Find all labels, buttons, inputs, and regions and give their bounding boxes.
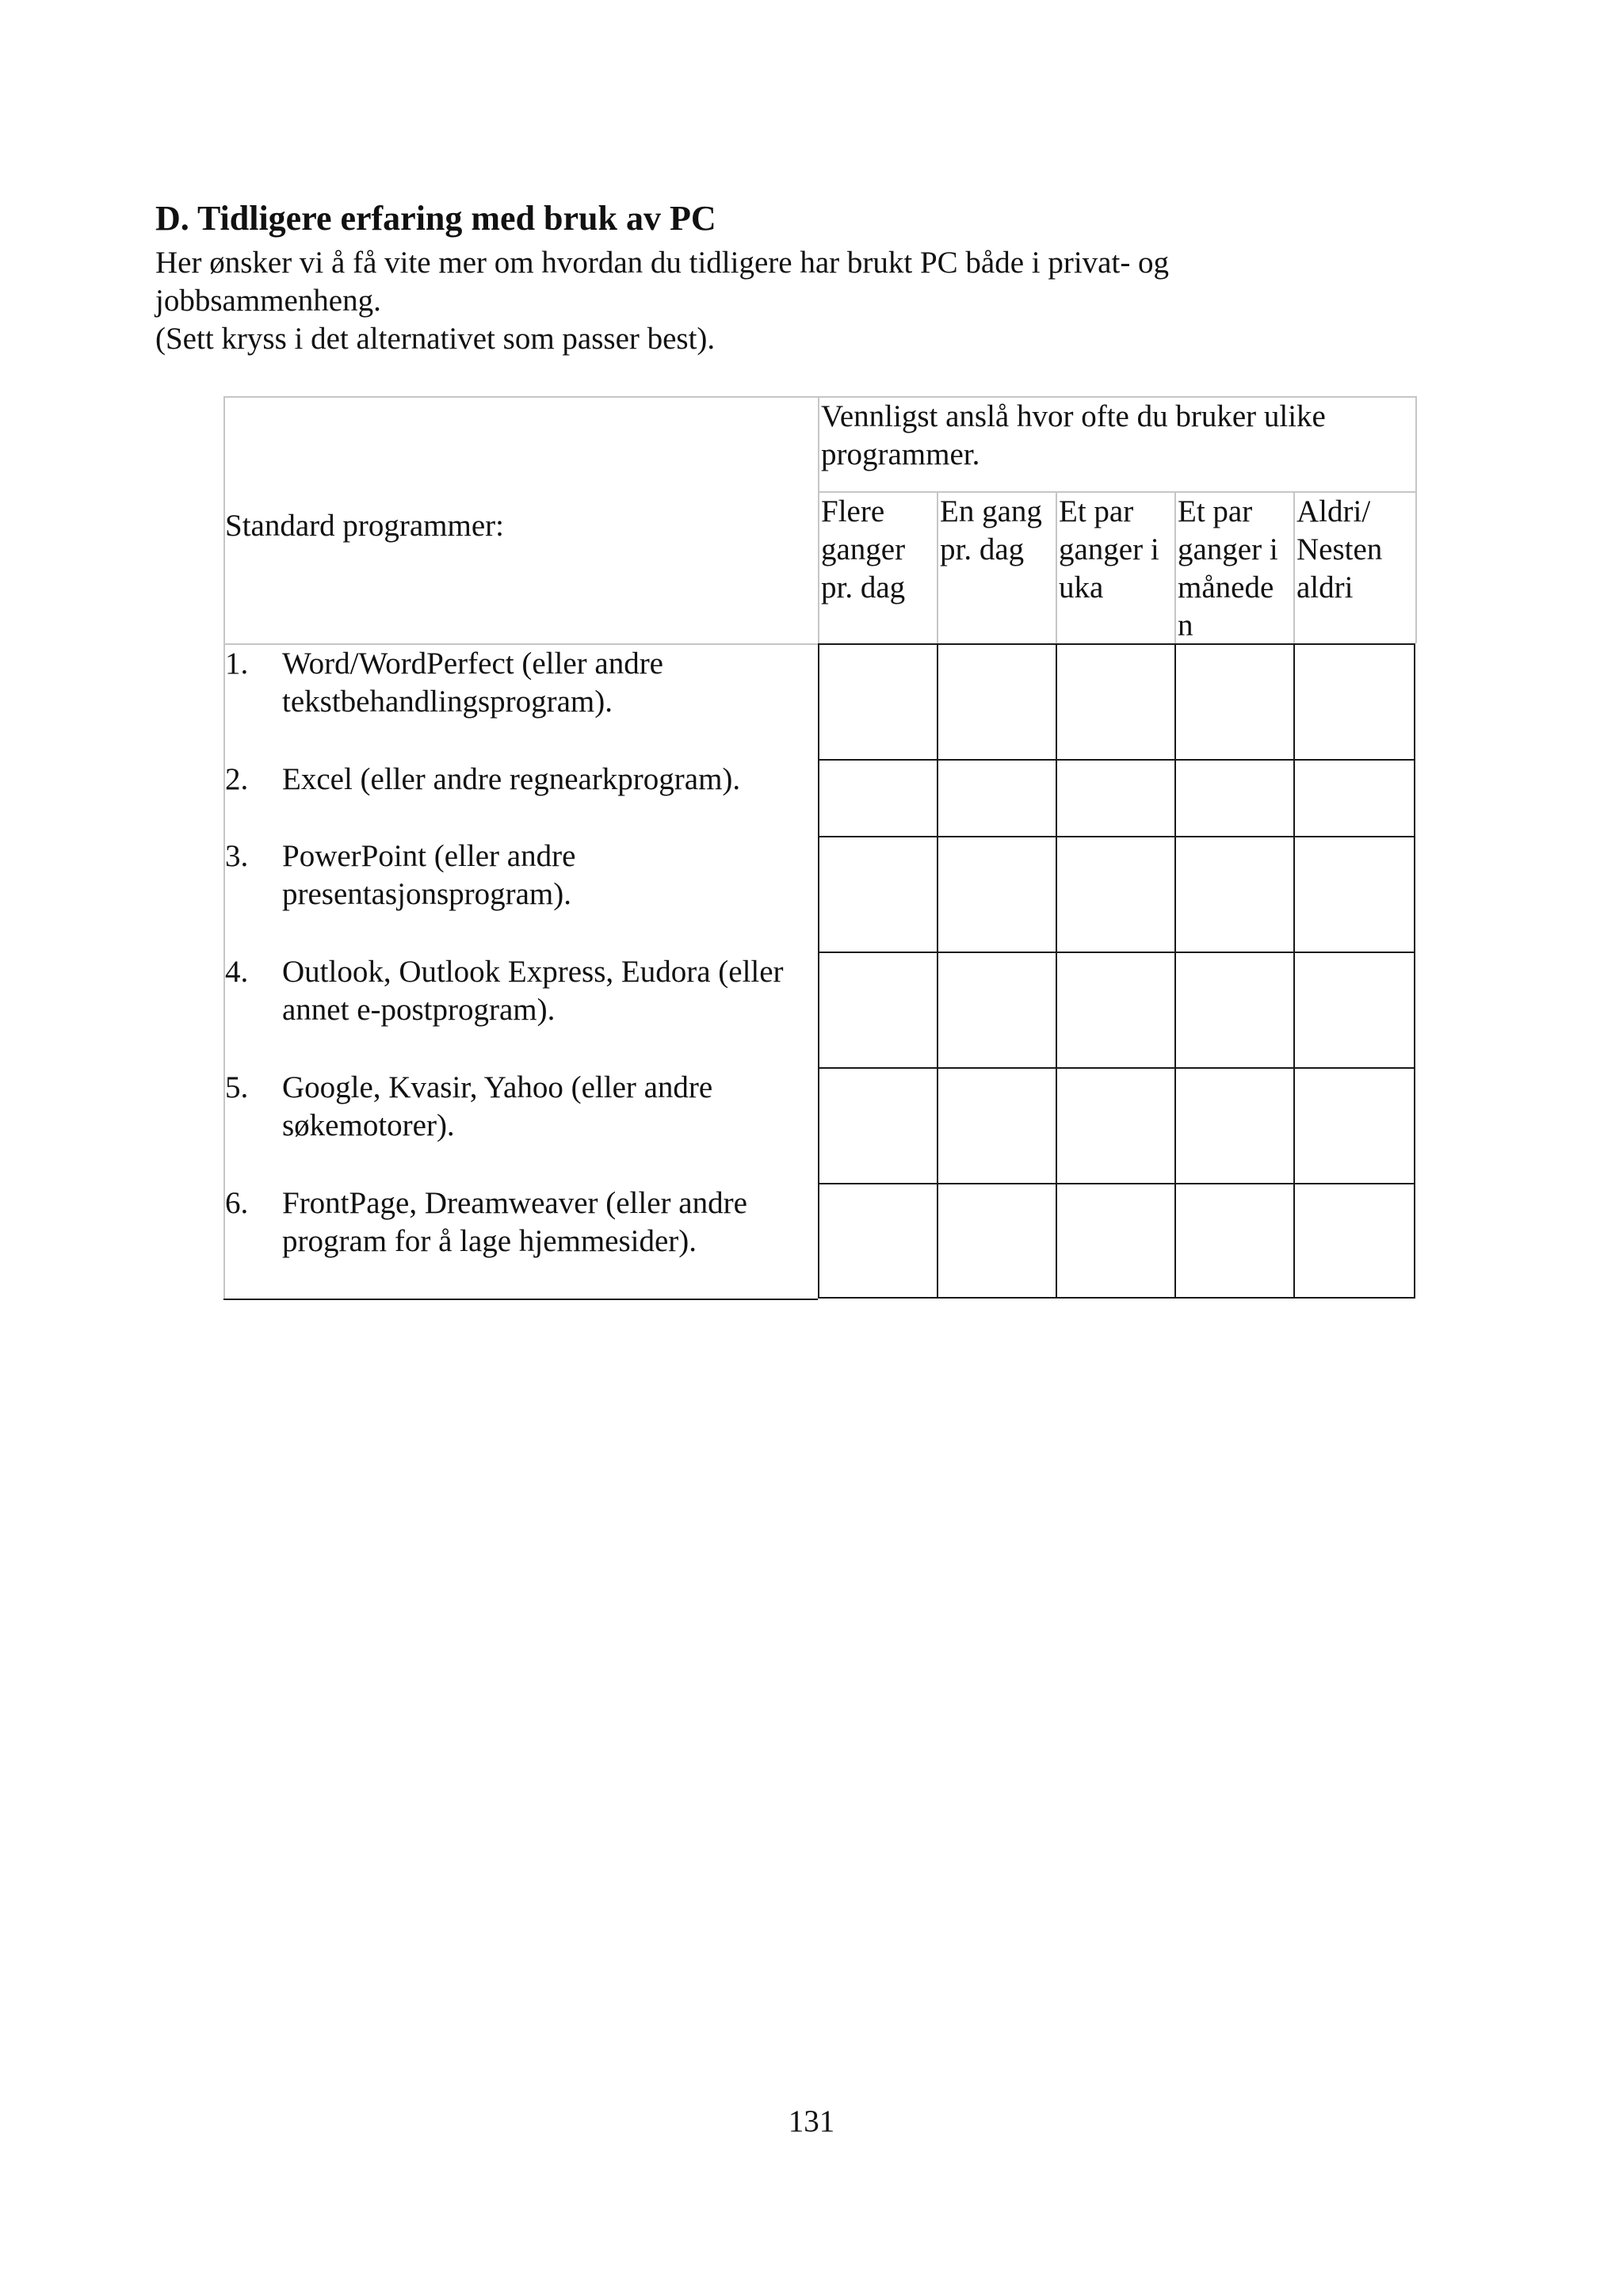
row-header-label: Standard programmer: xyxy=(225,509,504,543)
answer-cell[interactable] xyxy=(1293,1183,1415,1299)
answer-cell[interactable] xyxy=(818,836,937,952)
row-number: 2. xyxy=(225,762,249,796)
answer-cell[interactable] xyxy=(1174,952,1293,1067)
column-header-divider xyxy=(1174,491,1176,643)
answer-cell[interactable] xyxy=(937,836,1056,952)
program-label: program for å lage hjemmesider). xyxy=(282,1224,697,1258)
answer-cell[interactable] xyxy=(818,1183,937,1299)
column-header-label: Et par xyxy=(1059,494,1134,528)
column-header-label: månede xyxy=(1178,570,1274,605)
program-label: FrontPage, Dreamweaver (eller andre xyxy=(282,1186,747,1220)
program-label: presentasjonsprogram). xyxy=(282,877,571,911)
answer-cell[interactable] xyxy=(818,643,937,759)
answer-cell[interactable] xyxy=(1293,836,1415,952)
column-header-label: pr. dag xyxy=(940,532,1025,566)
answer-cell[interactable] xyxy=(1293,952,1415,1067)
answer-cell[interactable] xyxy=(1174,643,1293,759)
column-header-label: ganger i xyxy=(1059,532,1159,566)
answer-cell[interactable] xyxy=(1174,759,1293,836)
header-split-border xyxy=(818,396,819,643)
answer-cell[interactable] xyxy=(818,759,937,836)
answer-cell[interactable] xyxy=(937,952,1056,1067)
program-label: tekstbehandlingsprogram). xyxy=(282,685,613,719)
row-number: 1. xyxy=(225,646,249,681)
answer-cell[interactable] xyxy=(818,1067,937,1183)
instruction-text: (Sett kryss i det alternativet som passer best). xyxy=(155,322,716,356)
column-header-label: Aldri/ xyxy=(1296,494,1371,528)
program-label: søkemotorer). xyxy=(282,1108,455,1142)
answer-cell[interactable] xyxy=(1174,1183,1293,1299)
column-header-divider xyxy=(937,491,938,643)
program-label: Google, Kvasir, Yahoo (eller andre xyxy=(282,1070,713,1104)
program-label: annet e-postprogram). xyxy=(282,993,556,1027)
answer-cell[interactable] xyxy=(1056,1183,1174,1299)
row-number: 4. xyxy=(225,955,249,989)
row-number: 5. xyxy=(225,1070,249,1104)
intro-line-1: Her ønsker vi å få vite mer om hvordan du tidligere har brukt PC både i privat- og xyxy=(155,246,1170,280)
column-header-label: aldri xyxy=(1296,570,1354,605)
row-number: 3. xyxy=(225,839,249,873)
program-label: Word/WordPerfect (eller andre xyxy=(282,646,663,681)
program-label: PowerPoint (eller andre xyxy=(282,839,576,873)
column-header-divider xyxy=(1293,491,1295,643)
answer-cell[interactable] xyxy=(1293,1067,1415,1183)
answer-cell[interactable] xyxy=(818,952,937,1067)
answer-cell[interactable] xyxy=(1174,836,1293,952)
column-header-label: ganger i xyxy=(1178,532,1278,566)
answer-cell[interactable] xyxy=(1174,1067,1293,1183)
body-bottom-border-left xyxy=(223,1299,818,1300)
column-header-label: ganger xyxy=(821,532,906,566)
column-header-label: n xyxy=(1178,608,1193,643)
answer-cell[interactable] xyxy=(1056,1067,1174,1183)
answer-cell[interactable] xyxy=(1056,643,1174,759)
column-header-label: Flere xyxy=(821,494,885,528)
column-header-divider xyxy=(1056,491,1057,643)
answer-cell[interactable] xyxy=(937,643,1056,759)
row-number: 6. xyxy=(225,1186,249,1220)
intro-line-2: jobbsammenheng. xyxy=(155,284,381,318)
answer-cell[interactable] xyxy=(1056,759,1174,836)
column-header-label: Et par xyxy=(1178,494,1253,528)
program-label: Outlook, Outlook Express, Eudora (eller xyxy=(282,955,784,989)
intro-text xyxy=(155,244,1503,358)
answer-cell[interactable] xyxy=(1293,643,1415,759)
answer-cell[interactable] xyxy=(1293,759,1415,836)
section-heading: D. Tidligere erfaring med bruk av PC xyxy=(155,199,716,238)
answer-cell[interactable] xyxy=(1056,836,1174,952)
answer-cell[interactable] xyxy=(937,759,1056,836)
answer-cell[interactable] xyxy=(937,1183,1056,1299)
answer-cell[interactable] xyxy=(1056,952,1174,1067)
column-header-label: Nesten xyxy=(1296,532,1383,566)
column-header-label: uka xyxy=(1059,570,1104,605)
program-label: Excel (eller andre regnearkprogram). xyxy=(282,762,741,796)
column-header-label: En gang xyxy=(940,494,1042,528)
group-header-label: Vennligst anslå hvor ofte du bruker ulike programmer. xyxy=(821,399,1326,471)
answer-cell[interactable] xyxy=(937,1067,1056,1183)
column-header-label: pr. dag xyxy=(821,570,906,605)
page-number: 131 xyxy=(788,2104,835,2138)
header-right-border xyxy=(1415,396,1417,643)
